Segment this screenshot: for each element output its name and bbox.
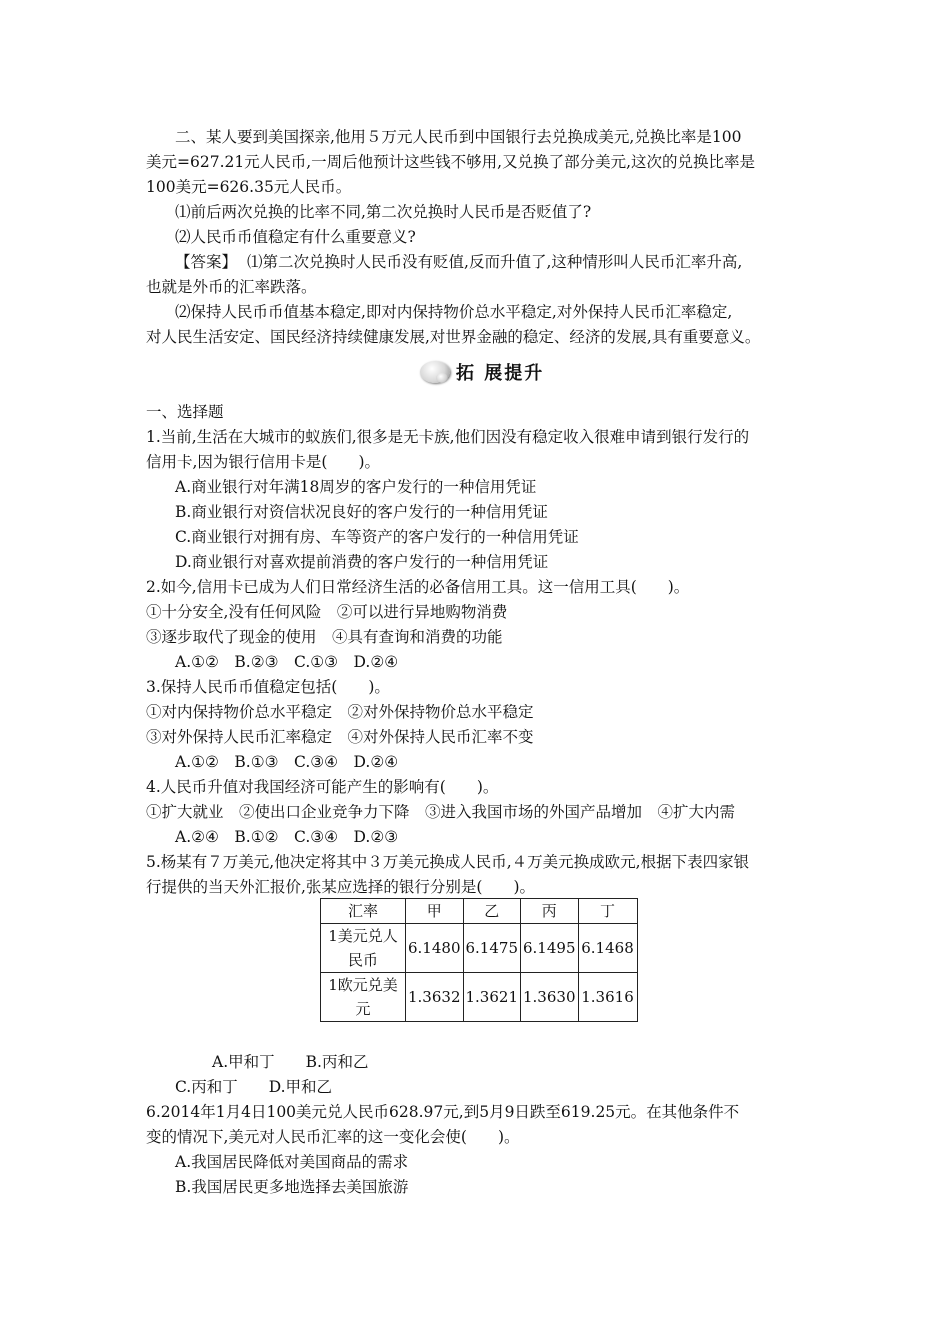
choice-option: C.丙和丁 D.甲和乙 — [175, 1078, 333, 1096]
statement-option: ①对内保持物价总水平稳定 ②对外保持物价总水平稳定 — [146, 703, 534, 721]
question-text: 4.人民币升值对我国经济可能产生的影响有( )。 — [146, 778, 499, 796]
table-header-cell: 汇率 — [321, 899, 406, 924]
sub-question: ⑵人民币币值稳定有什么重要意义? — [175, 228, 416, 246]
table-cell: 1.3630 — [521, 973, 579, 1022]
choice-option: A.①② B.②③ C.①③ D.②④ — [175, 653, 399, 671]
sub-question: ⑴前后两次兑换的比率不同,第二次兑换时人民币是否贬值了? — [175, 203, 592, 221]
choice-option: A.①② B.①③ C.③④ D.②④ — [175, 753, 399, 771]
choice-option: A.商业银行对年满18周岁的客户发行的一种信用凭证 — [175, 478, 537, 496]
statement-option: ③逐步取代了现金的使用 ④具有查询和消费的功能 — [146, 628, 503, 646]
table-cell: 1.3632 — [406, 973, 464, 1022]
answer-text: ⑴第二次兑换时人民币没有贬值,反而升值了,这种情形叫人民币汇率升高, — [247, 253, 743, 271]
question-text: 2.如今,信用卡已成为人们日常经济生活的必备信用工具。这一信用工具( )。 — [146, 578, 690, 596]
table-cell: 1.3616 — [578, 973, 637, 1022]
table-cell: 6.1495 — [521, 924, 579, 973]
question-text: 100美元=626.35元人民币。 — [146, 178, 352, 196]
question-text: 二、某人要到美国探亲,他用５万元人民币到中国银行去兑换成美元,兑换比率是100 — [175, 128, 742, 146]
statement-option: ①扩大就业 ②使出口企业竞争力下降 ③进入我国市场的外国产品增加 ④扩大内需 — [146, 803, 736, 821]
table-cell: 6.1468 — [578, 924, 637, 973]
section-title: 拓 展提升 — [456, 363, 545, 384]
table-header-cell: 甲 — [406, 899, 464, 924]
question-text: 行提供的当天外汇报价,张某应选择的银行分别是( )。 — [146, 878, 536, 896]
question-text: 信用卡,因为银行信用卡是( )。 — [146, 453, 381, 471]
question-text: 5.杨某有７万美元,他决定将其中３万美元换成人民币,４万美元换成欧元,根据下表四家银 — [146, 853, 750, 871]
table-header-cell: 丁 — [578, 899, 637, 924]
question-text: 6.2014年1月4日100美元兑人民币628.97元,到5月9日跌至619.25元。在其他条件不 — [146, 1103, 740, 1121]
table-cell: 6.1480 — [406, 924, 464, 973]
table-row — [321, 924, 638, 973]
question-text: 1.当前,生活在大城市的蚁族们,很多是无卡族,他们因没有稳定收入很难申请到银行发行的 — [146, 428, 750, 446]
question-text: 变的情况下,美元对人民币汇率的这一变化会使( )。 — [146, 1128, 520, 1146]
choice-option: A.我国居民降低对美国商品的需求 — [175, 1153, 409, 1171]
statement-option: ①十分安全,没有任何风险 ②可以进行异地购物消费 — [146, 603, 508, 621]
part-heading: 一、选择题 — [146, 403, 224, 421]
row-label: 1美元兑人 民币 — [321, 924, 406, 973]
answer-text: 对人民生活安定、国民经济持续健康发展,对世界金融的稳定、经济的发展,具有重要意义。 — [146, 328, 761, 346]
section-heading — [418, 356, 544, 388]
speech-bubble-icon — [418, 357, 454, 387]
choice-option: D.商业银行对喜欢提前消费的客户发行的一种信用凭证 — [175, 553, 549, 571]
table-cell: 1.3621 — [463, 973, 521, 1022]
table-cell: 6.1475 — [463, 924, 521, 973]
question-text: 3.保持人民币币值稳定包括( )。 — [146, 678, 390, 696]
statement-option: ③对外保持人民币汇率稳定 ④对外保持人民币汇率不变 — [146, 728, 534, 746]
answer-tag: 【答案】 — [175, 253, 238, 271]
answer-text: ⑵保持人民币币值基本稳定,即对内保持物价总水平稳定,对外保持人民币汇率稳定, — [175, 303, 733, 321]
exchange-rate-table — [320, 898, 638, 1022]
answer-line — [175, 252, 742, 272]
choice-option: B.商业银行对资信状况良好的客户发行的一种信用凭证 — [175, 503, 548, 521]
choice-option: C.商业银行对拥有房、车等资产的客户发行的一种信用凭证 — [175, 528, 579, 546]
table-header-cell: 丙 — [521, 899, 579, 924]
table-row — [321, 973, 638, 1022]
row-label: 1欧元兑美 元 — [321, 973, 406, 1022]
answer-text: 也就是外币的汇率跌落。 — [146, 278, 317, 296]
table-header-cell: 乙 — [463, 899, 521, 924]
question-text: 美元=627.21元人民币,一周后他预计这些钱不够用,又兑换了部分美元,这次的兑换比率是 — [146, 153, 756, 171]
table-header-row — [321, 899, 638, 924]
choice-option: B.我国居民更多地选择去美国旅游 — [175, 1178, 409, 1196]
choice-option: A.②④ B.①② C.③④ D.②③ — [175, 828, 399, 846]
choice-option: A.甲和丁 B.丙和乙 — [212, 1053, 369, 1071]
